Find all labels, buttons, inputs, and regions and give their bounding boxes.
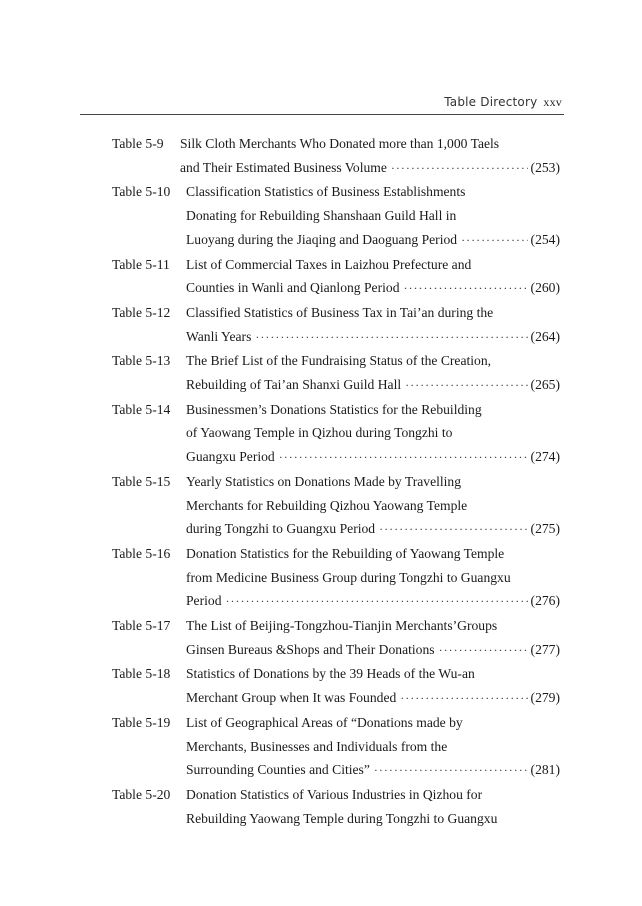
dot-leader bbox=[374, 759, 528, 783]
title-line-text: Luoyang during the Jiaqing and Daoguang Period bbox=[186, 231, 458, 247]
title-line bbox=[186, 228, 560, 253]
toc-entry bbox=[112, 398, 560, 470]
table-number: Table 5-13 bbox=[112, 353, 171, 369]
title-line: Silk Cloth Merchants Who Donated more than 1,000 Taels bbox=[180, 136, 500, 151]
toc-entry bbox=[112, 783, 560, 830]
dot-leader bbox=[379, 518, 527, 542]
dot-leader bbox=[461, 229, 527, 253]
table-title bbox=[180, 132, 560, 180]
table-number: Table 5-9 bbox=[112, 136, 164, 151]
title-line bbox=[186, 638, 560, 663]
table-number: Table 5-11 bbox=[112, 256, 170, 272]
table-title bbox=[186, 783, 560, 830]
title-line-text: Wanli Years bbox=[186, 328, 252, 344]
table-title bbox=[186, 542, 560, 614]
toc-entry bbox=[112, 132, 560, 180]
toc-entry bbox=[112, 349, 560, 397]
toc-entry bbox=[112, 301, 560, 349]
title-line-text: Period bbox=[186, 593, 222, 609]
table-title bbox=[186, 662, 560, 710]
table-number: Table 5-10 bbox=[112, 184, 171, 200]
title-line-text: Ginsen Bureaus &Shops and Their Donations bbox=[186, 641, 435, 657]
title-line bbox=[186, 758, 560, 783]
table-title bbox=[186, 614, 560, 662]
title-line: Rebuilding Yaowang Temple during Tongzhi to Guangxu bbox=[186, 810, 498, 826]
page-reference: (264) bbox=[530, 328, 560, 344]
table-title bbox=[186, 470, 560, 542]
title-line bbox=[186, 325, 560, 350]
title-line-text: during Tongzhi to Guangxu Period bbox=[186, 521, 376, 537]
title-line bbox=[186, 589, 560, 614]
title-line-text: Surrounding Counties and Cities” bbox=[186, 762, 370, 778]
title-line-text: Rebuilding of Tai’an Shanxi Guild Hall bbox=[186, 377, 402, 393]
page-reference: (260) bbox=[530, 280, 560, 296]
table-number: Table 5-18 bbox=[112, 666, 171, 682]
page-reference: (265) bbox=[530, 377, 560, 393]
page-reference: (281) bbox=[530, 762, 560, 778]
table-title bbox=[186, 398, 560, 470]
running-head-title: Table Directory bbox=[444, 95, 538, 109]
title-line bbox=[186, 373, 560, 398]
dot-leader bbox=[226, 590, 528, 614]
title-line: The List of Beijing-Tongzhou-Tianjin Merchants’Groups bbox=[186, 618, 498, 634]
toc-entry bbox=[112, 180, 560, 252]
page-reference: (279) bbox=[530, 690, 560, 706]
table-directory-list bbox=[112, 132, 560, 830]
title-line bbox=[180, 156, 560, 181]
page-reference: (277) bbox=[530, 641, 560, 657]
title-line: Donation Statistics of Various Industries in Qizhou for bbox=[186, 786, 483, 802]
dot-leader bbox=[391, 157, 528, 181]
table-number: Table 5-20 bbox=[112, 786, 171, 802]
toc-entry bbox=[112, 542, 560, 614]
title-line-text: Merchant Group when It was Founded bbox=[186, 690, 397, 706]
dot-leader bbox=[405, 374, 527, 398]
page-reference: (253) bbox=[530, 159, 560, 175]
dot-leader bbox=[255, 326, 527, 350]
table-title bbox=[186, 253, 560, 301]
title-line: Yearly Statistics on Donations Made by Travelling bbox=[186, 473, 462, 489]
table-title bbox=[186, 301, 560, 349]
table-number: Table 5-15 bbox=[112, 473, 171, 489]
dot-leader bbox=[279, 446, 528, 470]
title-line: from Medicine Business Group during Tongzhi to Guangxu bbox=[186, 569, 511, 585]
table-number: Table 5-17 bbox=[112, 618, 171, 634]
page-reference: (276) bbox=[530, 593, 560, 609]
title-line bbox=[186, 517, 560, 542]
title-line bbox=[186, 445, 560, 470]
dot-leader bbox=[439, 639, 528, 663]
table-title bbox=[186, 180, 560, 252]
page-reference: (275) bbox=[530, 521, 560, 537]
table-title bbox=[186, 711, 560, 783]
title-line: Classification Statistics of Business Establishments bbox=[186, 184, 466, 200]
table-number: Table 5-19 bbox=[112, 714, 171, 730]
toc-entry bbox=[112, 614, 560, 662]
table-title bbox=[186, 349, 560, 397]
title-line-text: Counties in Wanli and Qianlong Period bbox=[186, 280, 400, 296]
title-line: Donation Statistics for the Rebuilding of Yaowang Temple bbox=[186, 545, 505, 561]
title-line: List of Geographical Areas of “Donations made by bbox=[186, 714, 463, 730]
toc-entry bbox=[112, 253, 560, 301]
title-line: Merchants, Businesses and Individuals from the bbox=[186, 738, 448, 754]
title-line bbox=[186, 276, 560, 301]
title-line: of Yaowang Temple in Qizhou during Tongzhi to bbox=[186, 425, 453, 441]
title-line: Statistics of Donations by the 39 Heads of the Wu-an bbox=[186, 666, 475, 682]
table-number: Table 5-14 bbox=[112, 401, 171, 417]
page-reference: (274) bbox=[530, 449, 560, 465]
title-line: Merchants for Rebuilding Qizhou Yaowang Temple bbox=[186, 497, 468, 513]
page-reference: (254) bbox=[530, 231, 560, 247]
title-line-text: and Their Estimated Business Volume bbox=[180, 159, 387, 175]
toc-entry bbox=[112, 711, 560, 783]
table-number: Table 5-16 bbox=[112, 545, 171, 561]
title-line: Donating for Rebuilding Shanshaan Guild Hall in bbox=[186, 208, 457, 224]
running-head bbox=[444, 95, 562, 110]
title-line: List of Commercial Taxes in Laizhou Prefecture and bbox=[186, 256, 472, 272]
table-number: Table 5-12 bbox=[112, 304, 171, 320]
dot-leader bbox=[400, 687, 527, 711]
title-line-text: Guangxu Period bbox=[186, 449, 275, 465]
title-line: The Brief List of the Fundraising Status of the Creation, bbox=[186, 353, 492, 369]
toc-entry bbox=[112, 662, 560, 710]
title-line bbox=[186, 686, 560, 711]
title-line: Businessmen’s Donations Statistics for the Rebuilding bbox=[186, 401, 482, 417]
toc-entry bbox=[112, 470, 560, 542]
page-number: xxv bbox=[543, 95, 562, 109]
header-rule bbox=[80, 114, 564, 115]
title-line: Classified Statistics of Business Tax in Tai’an during the bbox=[186, 304, 494, 320]
dot-leader bbox=[404, 277, 528, 301]
